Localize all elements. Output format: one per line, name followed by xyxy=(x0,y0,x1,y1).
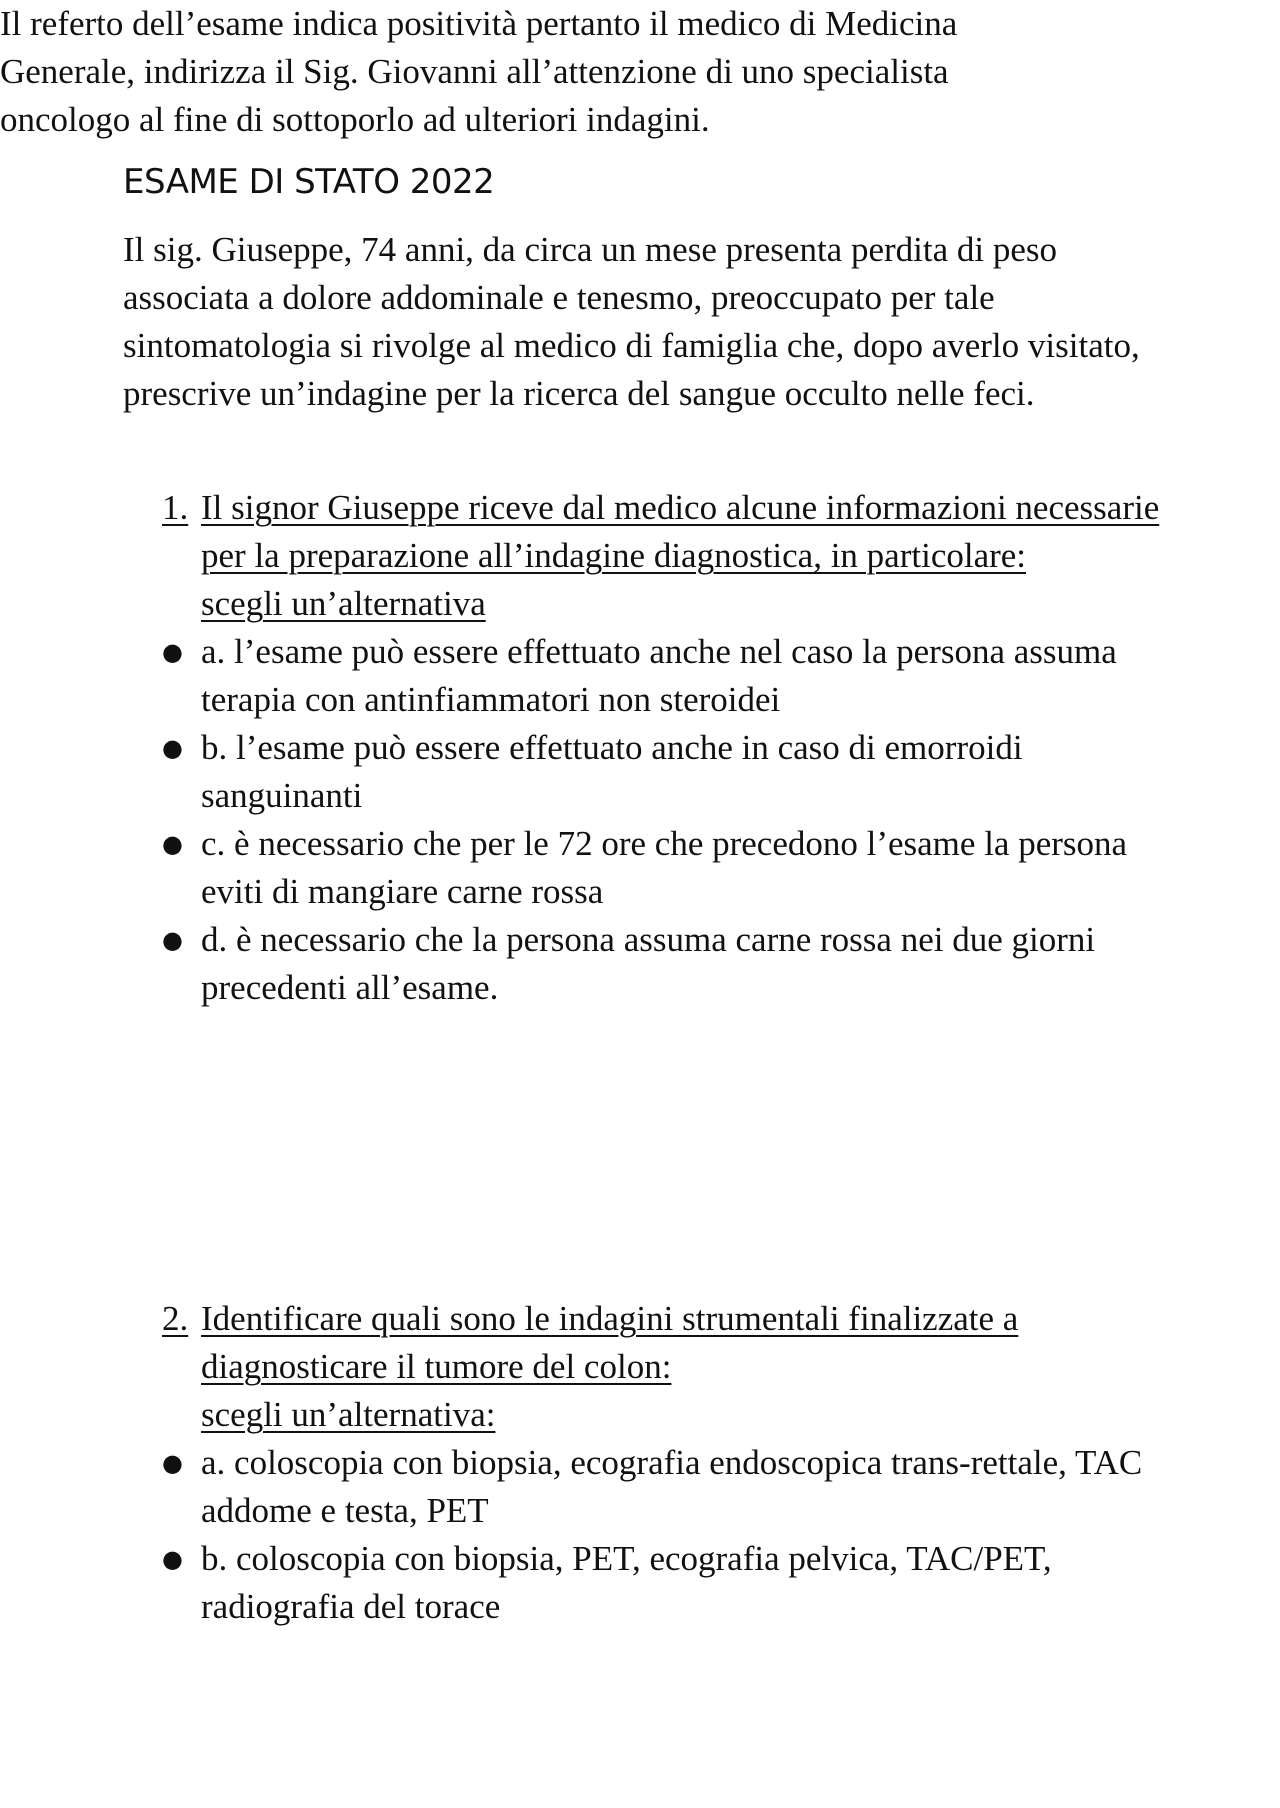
question-2-number: 2. xyxy=(162,1299,189,1338)
question-1-option-b xyxy=(162,724,1172,820)
question-1-option-c xyxy=(162,820,1172,916)
bullet-icon: ● xyxy=(162,638,183,666)
question-2-options xyxy=(162,1439,1172,1631)
bullet-icon: ● xyxy=(162,830,183,858)
bullet-icon: ● xyxy=(162,926,183,954)
bullet-icon: ● xyxy=(162,734,183,762)
question-2-block xyxy=(162,1295,1172,1631)
option-text: a. coloscopia con biopsia, ecografia endoscopica trans-rettale, TAC addome e testa, PET xyxy=(201,1443,1143,1530)
question-2-option-b xyxy=(162,1535,1172,1631)
bullet-icon: ● xyxy=(162,1449,183,1477)
bullet-icon: ● xyxy=(162,1545,183,1573)
question-1-block xyxy=(162,484,1172,1012)
question-1 xyxy=(162,484,1172,628)
page-title: ESAME DI STATO 2022 xyxy=(123,162,495,202)
report-paragraph: Il referto dell’esame indica positività pertanto il medico di Medicina Generale, indirizza il Sig. Giovanni all’attenzione di uno specialista oncologo al fine di sottoporlo ad ulteriori indagini. xyxy=(0,4,958,139)
question-2-text: Identificare quali sono le indagini strumentali finalizzate a diagnosticare il tumore del colon: xyxy=(201,1299,1019,1386)
option-text: b. l’esame può essere effettuato anche in caso di emorroidi sanguinanti xyxy=(201,728,1023,815)
question-1-instruction: scegli un’alternativa xyxy=(201,584,486,623)
question-2-instruction: scegli un’alternativa: xyxy=(201,1395,496,1434)
option-text: b. coloscopia con biopsia, PET, ecografia pelvica, TAC/PET, radiografia del torace xyxy=(201,1539,1052,1626)
question-2 xyxy=(162,1295,1172,1439)
question-1-text: Il signor Giuseppe riceve dal medico alcune informazioni necessarie per la preparazione all’indagine diagnostica, in particolare: xyxy=(201,488,1160,575)
option-text: d. è necessario che la persona assuma carne rossa nei due giorni precedenti all’esame. xyxy=(201,920,1096,1007)
question-1-option-a xyxy=(162,628,1172,724)
question-1-number: 1. xyxy=(162,488,189,527)
option-text: a. l’esame può essere effettuato anche nel caso la persona assuma terapia con antinfiammatori non steroidei xyxy=(201,632,1117,719)
question-1-options xyxy=(162,628,1172,1012)
question-1-option-d xyxy=(162,916,1172,1012)
question-2-option-a xyxy=(162,1439,1172,1535)
case-intro-paragraph: Il sig. Giuseppe, 74 anni, da circa un mese presenta perdita di peso associata a dolore addominale e tenesmo, preoccupato per tale sintomatologia si rivolge al medico di famiglia che, dopo averlo visitato, prescrive un’indagine per la ricerca del sangue occulto nelle feci. xyxy=(123,230,1140,413)
option-text: c. è necessario che per le 72 ore che precedono l’esame la persona eviti di mangiare carne rossa xyxy=(201,824,1128,911)
